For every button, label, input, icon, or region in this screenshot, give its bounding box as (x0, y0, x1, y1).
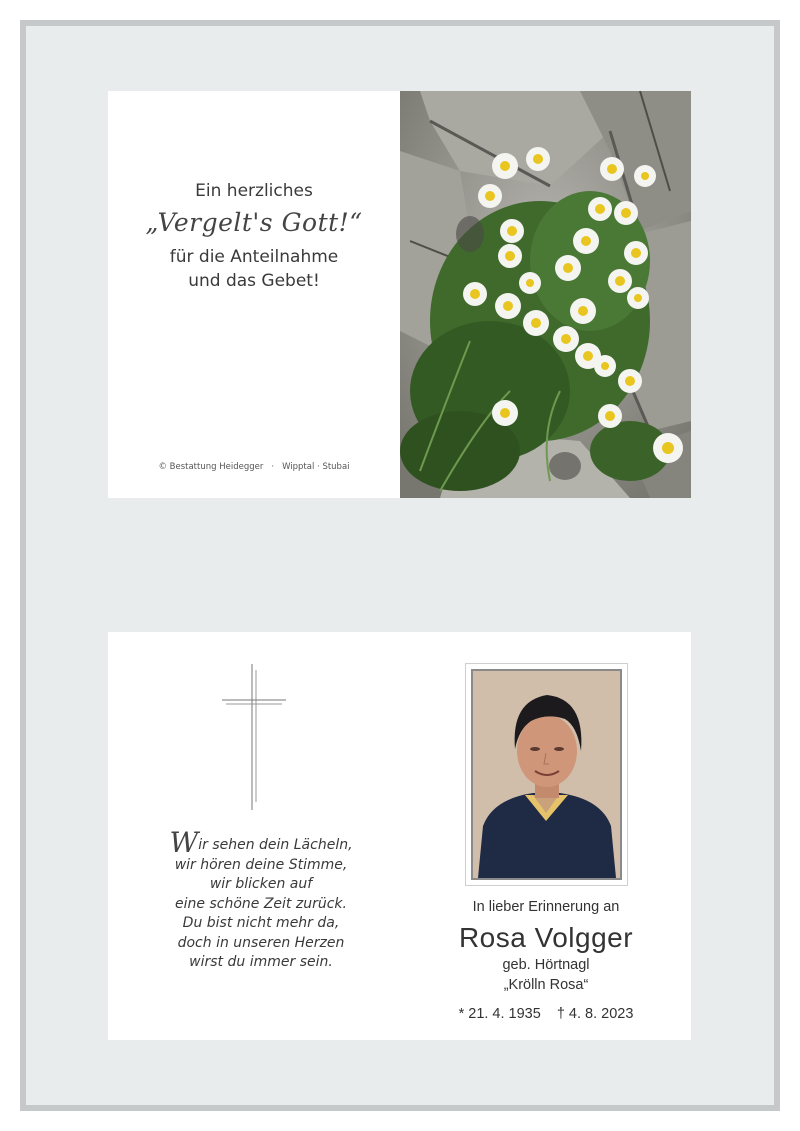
birth-name: geb. Hörtnagl (502, 957, 590, 973)
copyright-line (108, 462, 400, 472)
life-dates (420, 1006, 672, 1022)
copyright-separator: · (271, 462, 275, 472)
thanks-script: „Vergelt's Gott!“ (145, 208, 363, 237)
verse-line: doch in unseren Herzen (177, 934, 345, 951)
verse-line: wirst du immer sein. (189, 954, 333, 970)
verse-line: wir blicken auf (209, 876, 313, 892)
death-date: † 4. 8. 2023 (556, 1006, 634, 1022)
portrait-photo (471, 669, 622, 880)
flower-illustration (400, 91, 691, 498)
verse-line-1-rest: ir sehen dein Lächeln, (198, 837, 353, 853)
verse-line (128, 826, 394, 859)
memorial-verse (128, 826, 394, 973)
deceased-name: Rosa Volgger (458, 922, 634, 953)
thanks-line-1: Ein herzliches (195, 181, 313, 201)
memorial-card (108, 632, 691, 1040)
region-text: Wipptal · Stubai (282, 462, 350, 472)
thank-you-card (108, 91, 691, 498)
thanks-text (108, 179, 400, 293)
portrait-frame (465, 663, 628, 886)
cross-icon (220, 662, 290, 812)
verse-initial: W (169, 826, 199, 859)
verse-line: eine schöne Zeit zurück. (175, 895, 347, 912)
nickname: „Krölln Rosa“ (503, 977, 589, 993)
birth-date: * 21. 4. 1935 (458, 1006, 541, 1022)
verse-line: wir hören deine Stimme, (174, 856, 348, 873)
memory-label: In lieber Erinnerung an (472, 899, 620, 915)
verse-line: Du bist nicht mehr da, (182, 915, 340, 931)
thanks-line-2: für die Anteilnahme (169, 247, 339, 267)
thanks-line-3: und das Gebet! (188, 271, 320, 291)
daisy-flowers-photo (400, 91, 691, 498)
copyright-text: © Bestattung Heidegger (158, 462, 264, 472)
